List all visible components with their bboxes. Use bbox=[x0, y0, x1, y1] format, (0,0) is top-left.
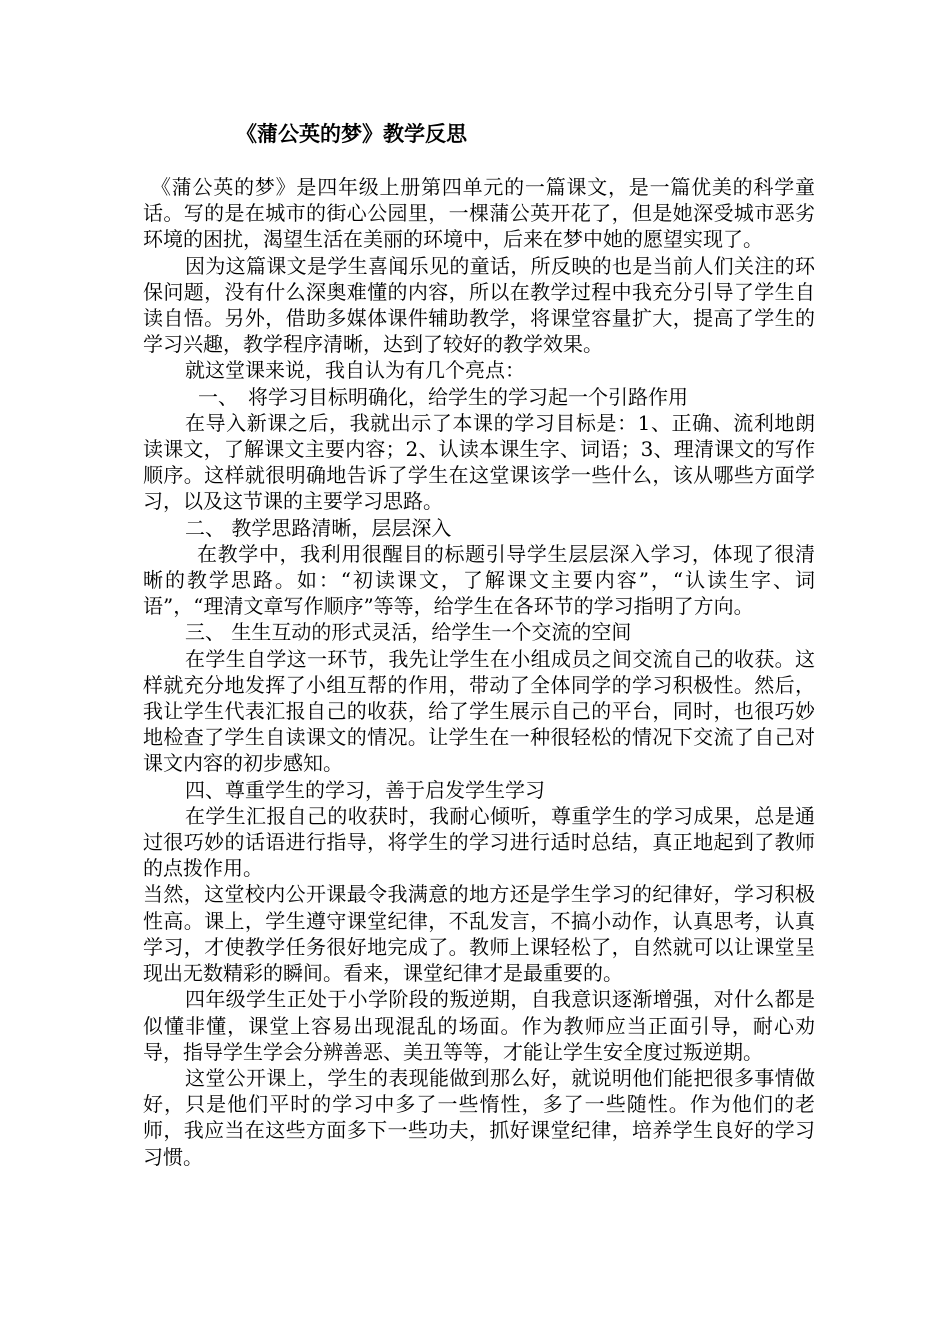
heading-point-two: 二、 教学思路清晰，层层深入 bbox=[185, 515, 452, 540]
heading-point-three: 三、 生生互动的形式灵活，给学生一个交流的空间 bbox=[185, 620, 632, 645]
paragraph-conclusion: 这堂公开课上，学生的表现能做到那么好，就说明他们能把很多事情做好，只是他们平时的学习中多了一些惰性，多了一些随性。作为他们的老师，我应当在这些方面多下一些功夫，抓好课堂纪律，培养学生良好的学习习惯。 bbox=[143, 1065, 815, 1169]
paragraph-highlights-intro: 就这堂课来说，我自认为有几个亮点： bbox=[185, 358, 525, 383]
paragraph-point-three: 在学生自学这一环节，我先让学生在小组成员之间交流自己的收获。这样就充分地发挥了小组互帮的作用，带动了全体同学的学习积极性。然后，我让学生代表汇报自己的收获，给了学生展示自己的平台，同时，也很巧妙地检查了学生自读课文的情况。让学生在一种很轻松的情况下交流了自己对课文内容的初步感知。 bbox=[143, 646, 815, 776]
paragraph-discipline: 当然，这堂校内公开课最令我满意的地方还是学生学习的纪律好，学习积极性高。课上，学生遵守课堂纪律，不乱发言，不搞小动作，认真思考，认真学习，才使教学任务很好地完成了。教师上课轻松了，自然就可以让课堂呈现出无数精彩的瞬间。看来，课堂纪律才是最重要的。 bbox=[143, 882, 815, 986]
paragraph-point-two: 在教学中，我利用很醒目的标题引导学生层层深入学习，体现了很清晰的教学思路。如：“初读课文，了解课文主要内容”，“认读生字、词语”，“理清文章写作顺序”等等，给学生在各环节的学习指明了方向。 bbox=[143, 541, 815, 619]
paragraph-rebellious-period: 四年级学生正处于小学阶段的叛逆期，自我意识逐渐增强，对什么都是似懂非懂，课堂上容易出现混乱的场面。作为教师应当正面引导，耐心劝导，指导学生学会分辨善恶、美丑等等，才能让学生安全度过叛逆期。 bbox=[143, 987, 815, 1064]
document-title: 《蒲公英的梦》教学反思 bbox=[236, 121, 467, 146]
paragraph-point-four: 在学生汇报自己的收获时，我耐心倾听，尊重学生的学习成果，总是通过很巧妙的话语进行指导，将学生的学习进行适时总结，真正地起到了教师的点拨作用。 bbox=[143, 803, 815, 881]
paragraph-overview: 因为这篇课文是学生喜闻乐见的童话，所反映的也是当前人们关注的环保问题，没有什么深奥难懂的内容，所以在教学过程中我充分引导了学生自读自悟。另外，借助多媒体课件辅助教学，将课堂容量扩大，提高了学生的学习兴趣，教学程序清晰，达到了较好的教学效果。 bbox=[143, 253, 815, 357]
paragraph-intro: 《蒲公英的梦》是四年级上册第四单元的一篇课文，是一篇优美的科学童话。写的是在城市的街心公园里，一棵蒲公英开花了，但是她深受城市恶劣环境的困扰，渴望生活在美丽的环境中，后来在梦中她的愿望实现了。 bbox=[143, 175, 815, 252]
paragraph-point-one: 在导入新课之后，我就出示了本课的学习目标是：1、正确、流利地朗读课文，了解课文主要内容；2、认读本课生字、词语；3、理清课文的写作顺序。这样就很明确地告诉了学生在这堂课该学一些什么，该从哪些方面学习，以及这节课的主要学习思路。 bbox=[143, 410, 815, 514]
document-body bbox=[143, 174, 815, 1170]
heading-point-four: 四、尊重学生的学习，善于启发学生学习 bbox=[185, 777, 545, 802]
heading-point-one: 一、 将学习目标明确化，给学生的学习起一个引路作用 bbox=[198, 384, 688, 409]
